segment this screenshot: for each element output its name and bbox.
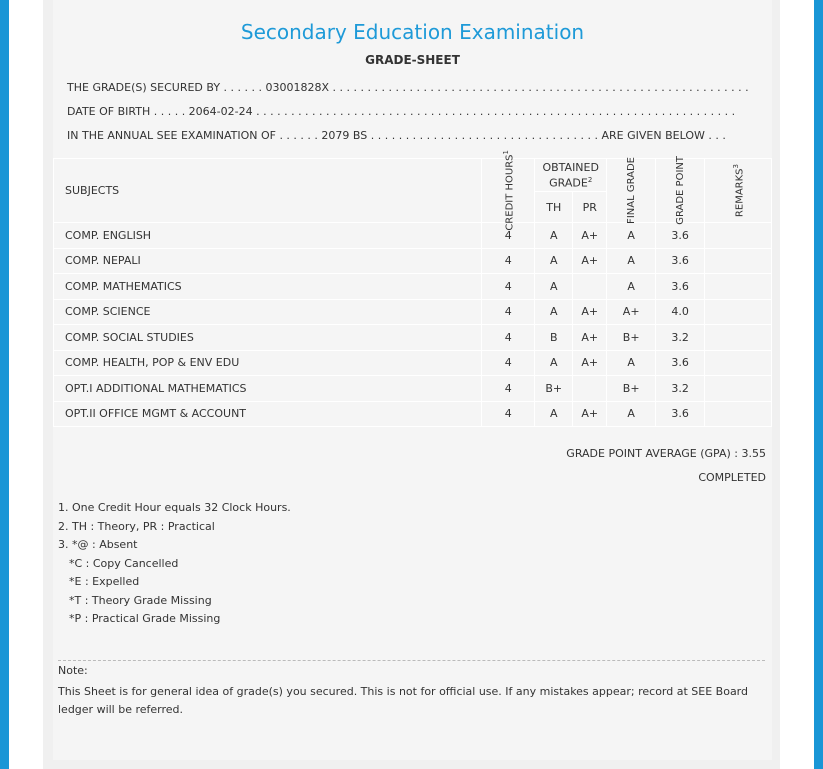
right-border-bar <box>814 0 823 769</box>
table-row <box>54 274 772 300</box>
footnote-practical-missing: *P : Practical Grade Missing <box>69 612 221 625</box>
dob-line: DATE OF BIRTH . . . . . 2064-02-24 . . . . . . . . . . . . . . . . . . . . . . . . . . . . . . . . . . . . . . . . . . . . . . . . . . . . . . . . . . . . . . . . . . . . . <box>67 105 736 118</box>
footnote-theory-missing: *T : Theory Grade Missing <box>69 593 212 607</box>
final-grade-cell: A <box>607 401 656 427</box>
th-cell: A <box>535 274 573 300</box>
subject-cell: COMP. HEALTH, POP & ENV EDU <box>54 350 482 376</box>
final-grade-cell: A <box>607 350 656 376</box>
final-grade-cell: A <box>607 274 656 300</box>
th-cell: A <box>535 248 573 274</box>
footnote-expelled: *E : Expelled <box>69 575 140 588</box>
remarks-cell <box>705 223 772 249</box>
grades-table <box>53 150 772 427</box>
note-divider <box>58 660 765 661</box>
table-row <box>54 248 772 274</box>
subject-cell: COMP. MATHEMATICS <box>54 274 482 300</box>
sheet-subtitle: GRADE-SHEET <box>365 53 460 67</box>
th-cell: A <box>535 299 573 325</box>
grade-point-cell: 3.6 <box>656 248 705 274</box>
final-grade-header: FINAL GRADE <box>607 159 656 223</box>
credit-cell: 4 <box>482 350 535 376</box>
exam-year-line: IN THE ANNUAL SEE EXAMINATION OF . . . . . . 2079 BS . . . . . . . . . . . . . . . . . . . . . . . . . . . . . . . . . ARE GIVEN BELOW . . . <box>67 129 726 142</box>
subject-cell: OPT.II OFFICE MGMT & ACCOUNT <box>54 401 482 427</box>
grade-point-cell: 3.6 <box>656 350 705 376</box>
final-grade-cell: B+ <box>607 376 656 402</box>
th-cell: B+ <box>535 376 573 402</box>
remarks-cell <box>705 248 772 274</box>
footnote-credit-hour: 1. One Credit Hour equals 32 Clock Hours. <box>58 501 291 514</box>
table-row <box>54 376 772 402</box>
remarks-cell <box>705 350 772 376</box>
grade-point-cell: 3.2 <box>656 376 705 402</box>
credit-cell: 4 <box>482 248 535 274</box>
pr-cell: A+ <box>573 248 607 274</box>
note-label: Note: <box>58 664 88 677</box>
final-grade-cell: A <box>607 223 656 249</box>
credit-cell: 4 <box>482 274 535 300</box>
subject-cell: COMP. ENGLISH <box>54 223 482 249</box>
table-row <box>54 299 772 325</box>
credit-cell: 4 <box>482 325 535 351</box>
subject-cell: COMP. SOCIAL STUDIES <box>54 325 482 351</box>
table-row <box>54 325 772 351</box>
th-cell: A <box>535 223 573 249</box>
remarks-cell <box>705 274 772 300</box>
table-row <box>54 223 772 249</box>
table-row <box>54 401 772 427</box>
obtained-grade-header: OBTAINED GRADE$^2$ <box>535 159 607 192</box>
th-cell: A <box>535 401 573 427</box>
th-cell: B <box>535 325 573 351</box>
grade-point-cell: 3.2 <box>656 325 705 351</box>
pr-cell: A+ <box>573 350 607 376</box>
remarks-cell <box>705 299 772 325</box>
credit-cell: 4 <box>482 376 535 402</box>
th-header: TH <box>535 192 573 223</box>
subjects-header: SUBJECTS <box>54 159 482 223</box>
pr-cell: A+ <box>573 325 607 351</box>
exam-title: Secondary Education Examination <box>240 20 585 44</box>
pr-cell: A+ <box>573 299 607 325</box>
table-header-row <box>54 159 772 192</box>
remarks-cell <box>705 376 772 402</box>
grade-point-cell: 3.6 <box>656 223 705 249</box>
remarks-header: REMARKS$^3$ <box>705 159 772 223</box>
footnote-copy-cancelled: *C : Copy Cancelled <box>69 556 179 570</box>
grade-point-cell: 4.0 <box>656 299 705 325</box>
final-grade-cell: B+ <box>607 325 656 351</box>
symbol-number-line: THE GRADE(S) SECURED BY . . . . . . 03001828X . . . . . . . . . . . . . . . . . . . . . . . . . . . . . . . . . . . . . . . . . . . . . . . . . . . . . . . . . . . . <box>67 81 749 94</box>
pr-cell <box>573 274 607 300</box>
grade-point-header: GRADE POINT <box>656 159 705 223</box>
gpa-summary: GRADE POINT AVERAGE (GPA) : 3.55 <box>566 447 766 460</box>
final-grade-cell: A+ <box>607 299 656 325</box>
pr-cell <box>573 376 607 402</box>
subject-cell: COMP. NEPALI <box>54 248 482 274</box>
footnote-th-pr: 2. TH : Theory, PR : Practical <box>58 519 215 533</box>
credit-hours-header: CREDIT HOURS$^1$ <box>482 159 535 223</box>
left-border-bar <box>0 0 9 769</box>
credit-cell: 4 <box>482 401 535 427</box>
note-text: This Sheet is for general idea of grade(s) you secured. This is not for official use. If any mistakes appear; record at SEE Board ledger will be referred. <box>58 685 748 716</box>
remarks-cell <box>705 325 772 351</box>
table-row <box>54 350 772 376</box>
credit-cell: 4 <box>482 223 535 249</box>
pr-cell: A+ <box>573 401 607 427</box>
pr-cell: A+ <box>573 223 607 249</box>
remarks-cell <box>705 401 772 427</box>
subject-cell: OPT.I ADDITIONAL MATHEMATICS <box>54 376 482 402</box>
pr-header: PR <box>573 192 607 223</box>
subject-cell: COMP. SCIENCE <box>54 299 482 325</box>
completion-status: COMPLETED <box>698 471 766 484</box>
final-grade-cell: A <box>607 248 656 274</box>
grade-point-cell: 3.6 <box>656 401 705 427</box>
footnotes <box>58 499 291 629</box>
grade-point-cell: 3.6 <box>656 274 705 300</box>
th-cell: A <box>535 350 573 376</box>
credit-cell: 4 <box>482 299 535 325</box>
footnote-absent: 3. *@ : Absent <box>58 538 138 551</box>
